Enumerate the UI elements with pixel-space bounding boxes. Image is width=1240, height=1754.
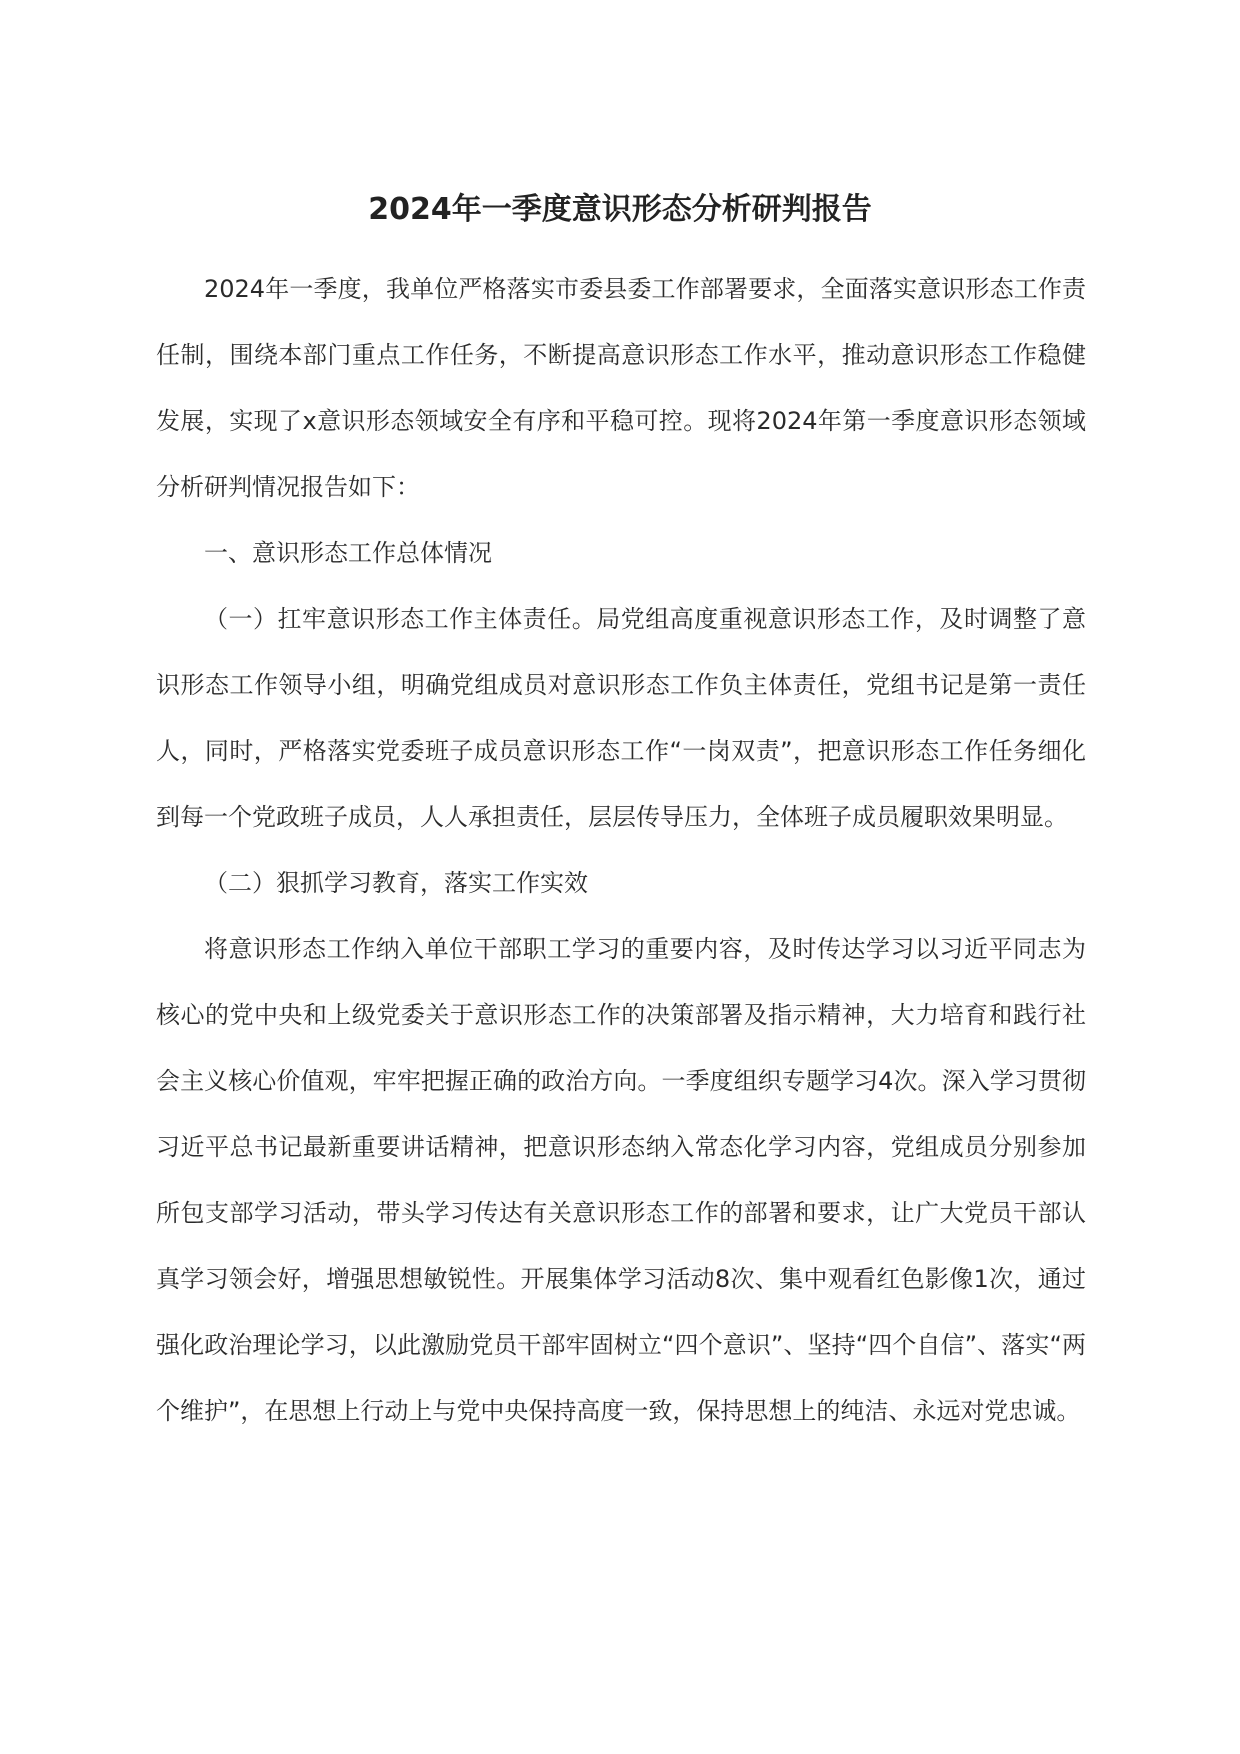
education-paragraph: 将意识形态工作纳入单位干部职工学习的重要内容，及时传达学习以习近平同志为核心的党中央和上级党委关于意识形态工作的决策部署及指示精神，大力培育和践行社会主义核心价值观，牢牢把握正确的政治方向。一季度组织专题学习4次。深入学习贯彻习近平总书记最新重要讲话精神，把意识形态纳入常态化学习内容，党组成员分别参加所包支部学习活动，带头学习传达有关意识形态工作的部署和要求，让广大党员干部认真学习领会好，增强思想敏锐性。开展集体学习活动8次、集中观看红色影像1次，通过强化政治理论学习，以此激励党员干部牢固树立“四个意识”、坚持“四个自信”、落实“两个维护”，在思想上行动上与党中央保持高度一致，保持思想上的纯洁、永远对党忠诚。 [156,935,1086,1425]
subsection-heading-education: （二）狠抓学习教育，落实工作实效 [204,869,588,897]
document-body [156,256,1086,1444]
intro-paragraph: 2024年一季度，我单位严格落实市委县委工作部署要求，全面落实意识形态工作责任制，围绕本部门重点工作任务，不断提高意识形态工作水平，推动意识形态工作稳健发展，实现了x意识形态领域安全有序和平稳可控。现将2024年第一季度意识形态领域分析研判情况报告如下： [156,275,1086,501]
subsection-responsibility-paragraph: （一）扛牢意识形态工作主体责任。局党组高度重视意识形态工作，及时调整了意识形态工作领导小组，明确党组成员对意识形态工作负主体责任，党组书记是第一责任人，同时，严格落实党委班子成员意识形态工作“一岗双责”，把意识形态工作任务细化到每一个党政班子成员，人人承担责任，层层传导压力，全体班子成员履职效果明显。 [156,605,1086,831]
section-heading-overall: 一、意识形态工作总体情况 [204,539,492,567]
document-title: 2024年一季度意识形态分析研判报告 [368,192,872,227]
